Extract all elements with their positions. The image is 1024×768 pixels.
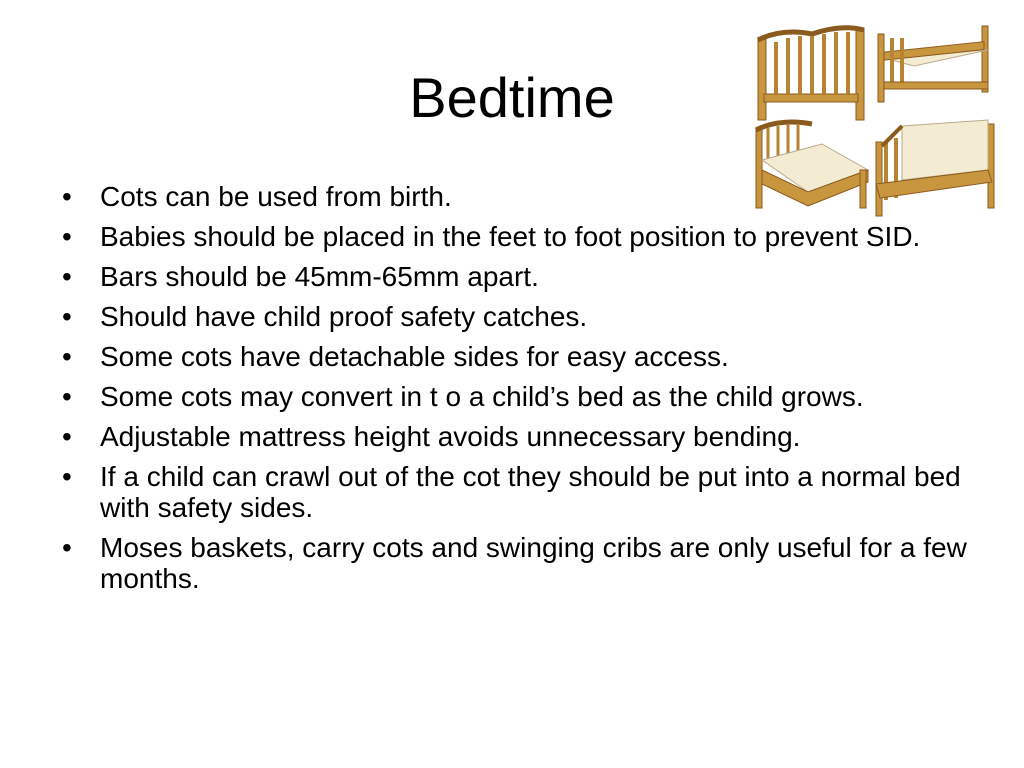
slide-title: Bedtime bbox=[409, 66, 615, 129]
bullet-dot: • bbox=[62, 261, 72, 292]
bullet-dot: • bbox=[62, 221, 72, 252]
list-item bbox=[62, 461, 982, 523]
list-item bbox=[62, 341, 982, 372]
bullet-dot: • bbox=[62, 341, 72, 372]
bullet-text: Some cots may convert in t o a child’s bed as the child grows. bbox=[100, 381, 864, 412]
list-item bbox=[62, 181, 982, 212]
bullet-text: Some cots have detachable sides for easy access. bbox=[100, 341, 729, 372]
list-item bbox=[62, 301, 982, 332]
bullet-text: If a child can crawl out of the cot they should be put into a normal bed with safety sides. bbox=[100, 461, 961, 523]
bullet-text: Adjustable mattress height avoids unnecessary bending. bbox=[100, 421, 801, 452]
bullet-dot: • bbox=[62, 532, 72, 563]
bullet-dot: • bbox=[62, 381, 72, 412]
bullet-dot: • bbox=[62, 301, 72, 332]
bullet-text: Bars should be 45mm-65mm apart. bbox=[100, 261, 539, 292]
list-item bbox=[62, 421, 982, 452]
toddler-bed-image bbox=[878, 26, 988, 102]
bullet-dot: • bbox=[62, 181, 72, 212]
cot-image bbox=[758, 28, 864, 120]
bullet-list bbox=[62, 181, 982, 603]
list-item bbox=[62, 261, 982, 292]
bullet-text: Cots can be used from birth. bbox=[100, 181, 452, 212]
bullet-text: Babies should be placed in the feet to foot position to prevent SID. bbox=[100, 221, 921, 252]
bullet-text: Should have child proof safety catches. bbox=[100, 301, 588, 332]
bullet-text: Moses baskets, carry cots and swinging cribs are only useful for a few months. bbox=[100, 532, 967, 594]
list-item bbox=[62, 381, 982, 412]
bullet-dot: • bbox=[62, 421, 72, 452]
list-item bbox=[62, 221, 982, 252]
list-item bbox=[62, 532, 982, 594]
bullet-dot: • bbox=[62, 461, 72, 492]
